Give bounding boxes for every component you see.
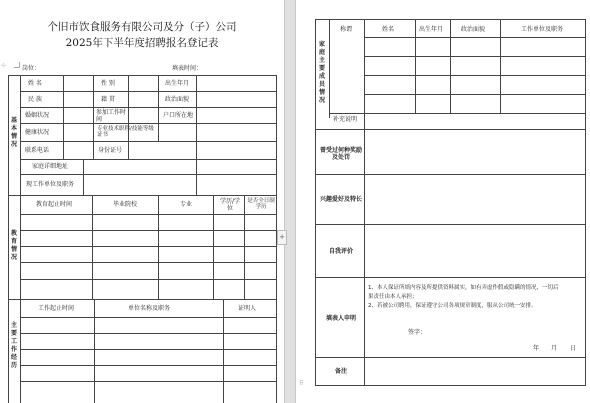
document-page-2	[296, 0, 590, 403]
declaration-line3: 2、若被公司聘用，保证遵守公司各项规章制度，服从公司统一安排。	[368, 303, 537, 309]
section-work-history: 主要工作经历	[10, 322, 17, 369]
expand-toggle[interactable]: +	[277, 230, 287, 245]
edu-major-header: 专业	[180, 201, 193, 208]
politics-label: 政治面貌	[165, 96, 190, 103]
edu-school-header: 毕业院校	[113, 201, 138, 208]
ethnicity-label: 民 族	[28, 96, 42, 103]
date-month-label: 月	[551, 345, 558, 352]
form-title-line2: 2025年下半年度招聘报名登记表	[65, 37, 219, 49]
document-page-1	[0, 0, 284, 403]
position-label: 岗位：	[22, 65, 41, 72]
paragraph-mark: ⠿	[299, 380, 304, 387]
signature-label: 签字：	[408, 329, 427, 336]
family-info-table	[315, 19, 587, 403]
phone-label: 联系电话	[25, 147, 50, 154]
work-reference-header: 证明人	[238, 305, 257, 312]
fill-date-label: 填表时间：	[172, 65, 203, 72]
name-label: 姓 名	[28, 80, 42, 87]
edu-degree-header: 学历/学位	[219, 198, 241, 212]
id-number-label: 身份证号	[98, 147, 123, 154]
page-corner-mark	[14, 62, 20, 68]
date-year-label: 年	[533, 345, 540, 352]
page-gutter	[284, 0, 296, 403]
birth-label: 出生年月	[165, 80, 190, 87]
title-skill-label: 专业技术职称/技能等级证书	[97, 126, 154, 138]
registration-table	[8, 75, 278, 403]
section-basic-info: 基本情况	[10, 117, 17, 148]
hobbies-label: 兴趣爱好及特长	[319, 196, 362, 203]
declaration-line1: 1、本人保证所填内容及所提供资料属实，如有弄虚作假或隐瞒的情况，一切后	[368, 285, 559, 291]
work-period-header: 工作起止时间	[38, 305, 75, 312]
declaration-label: 填表人申明	[325, 315, 356, 322]
work-employer-header: 单位名称及职务	[128, 305, 171, 312]
family-employer-header: 工作单位及职务	[521, 26, 564, 33]
family-birth-header: 出生年月	[419, 26, 444, 33]
address-label: 家庭详细地址	[32, 163, 69, 170]
paragraph-mark: ⊹	[1, 62, 7, 69]
current-job-label: 现工作单位及职务	[26, 181, 75, 188]
family-politics-header: 政治面貌	[461, 26, 486, 33]
marital-label: 婚姻状况	[25, 112, 50, 119]
edu-period-header: 教育起止时间	[36, 201, 73, 208]
section-family-members: 家庭主要成员情况	[318, 41, 325, 104]
date-day-label: 日	[570, 345, 577, 352]
health-label: 健康状况	[25, 129, 50, 136]
hukou-label: 户口所在地	[163, 112, 194, 119]
form-title-line1: 个旧市饮食服务有限公司及分（子）公司	[47, 21, 237, 33]
declaration-line2: 果责任由本人承担；	[368, 294, 418, 300]
supplement-label: 补充说明	[333, 116, 358, 123]
gender-label: 性 别	[101, 80, 115, 87]
self-evaluation-label: 自我评价	[328, 248, 353, 255]
awards-label: 曾受过何种奖励及处罚	[319, 147, 362, 161]
family-name-header: 姓名	[382, 26, 395, 33]
work-start-label: 参加工作时间	[96, 109, 127, 123]
family-relation-header: 称谓	[340, 26, 353, 33]
edu-fulltime-header: 是否全日制学历	[247, 198, 275, 210]
remarks-label: 备注	[334, 368, 347, 375]
hometown-label: 籍 贯	[101, 96, 115, 103]
section-education: 教育情况	[10, 230, 17, 261]
